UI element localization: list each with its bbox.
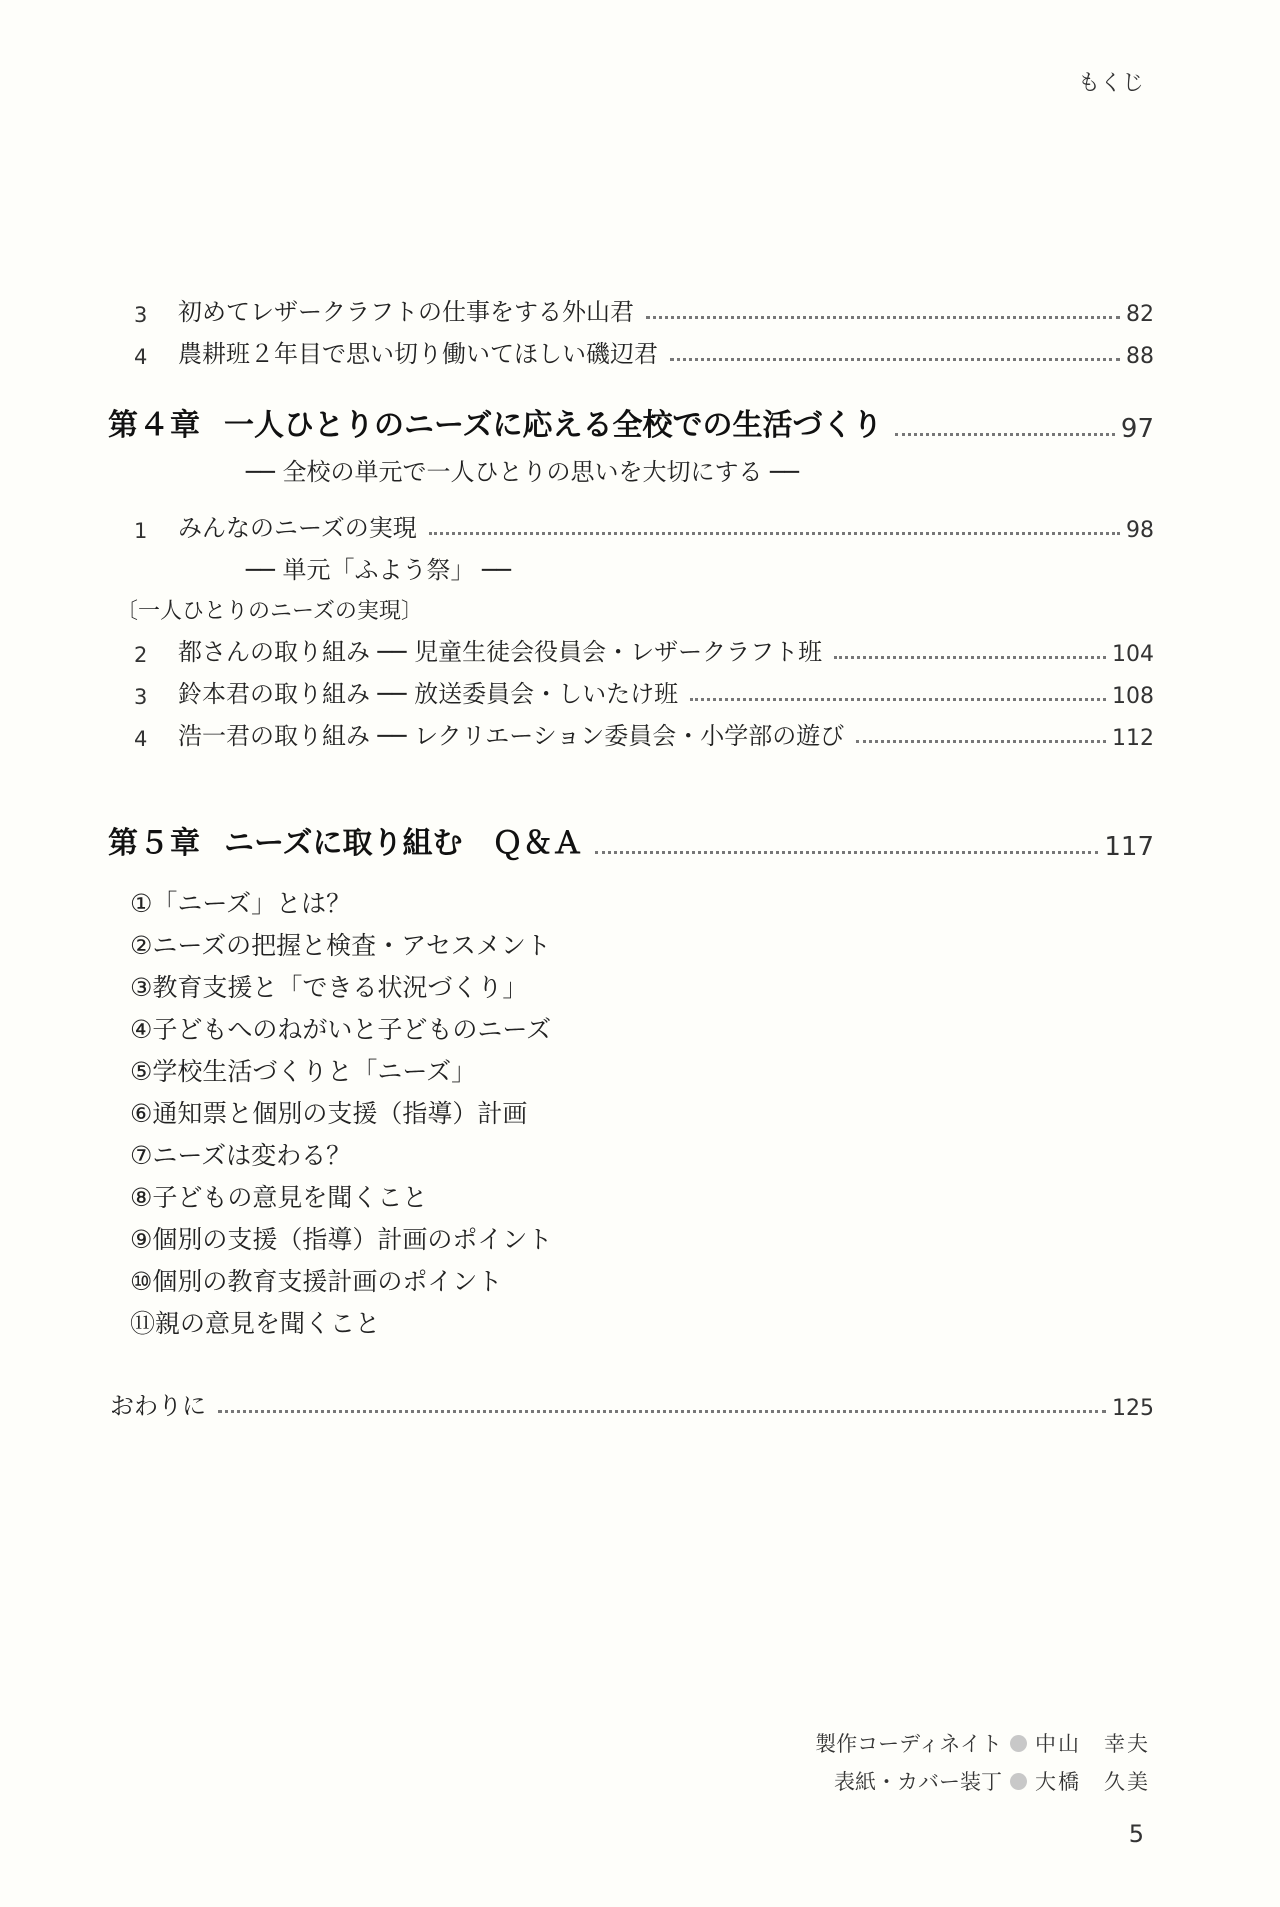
qa-item[interactable]: ⑪親の意見を聞くこと bbox=[130, 1309, 381, 1338]
entry-page: 82 bbox=[1126, 302, 1154, 327]
toc-entry[interactable] bbox=[134, 508, 1154, 543]
entry-title: みんなのニーズの実現 bbox=[178, 514, 417, 542]
credit-line bbox=[815, 1728, 1150, 1758]
entry-title: 農耕班２年目で思い切り働いてほしい磯辺君 bbox=[178, 340, 658, 368]
qa-item[interactable]: ②ニーズの把握と検査・アセスメント bbox=[130, 931, 551, 960]
credit-name: 中山 幸夫 bbox=[1035, 1732, 1150, 1756]
entry-title: 浩一君の取り組み ── レクリエーション委員会・小学部の遊び bbox=[178, 722, 845, 750]
qa-item[interactable]: ①「ニーズ」とは？ bbox=[130, 889, 352, 918]
credit-role: 表紙・カバー装丁 bbox=[834, 1770, 1002, 1794]
credits bbox=[815, 1728, 1150, 1804]
bullet-dot-icon bbox=[1010, 1735, 1027, 1752]
chapter-subtitle: ── 全校の単元で一人ひとりの思いを大切にする ── bbox=[246, 458, 800, 486]
dot-leader bbox=[834, 656, 1106, 659]
entry-page: 108 bbox=[1112, 684, 1154, 709]
chapter-title: ニーズに取り組む Ｑ＆Ａ bbox=[224, 826, 583, 861]
qa-item[interactable]: ③教育支援と「できる状況づくり」 bbox=[130, 973, 528, 1002]
chapter-page: 117 bbox=[1104, 832, 1154, 862]
chapter-label: 第４章 bbox=[108, 408, 201, 443]
toc-entry[interactable] bbox=[134, 716, 1154, 751]
chapter-title: 一人ひとりのニーズに応える全校での生活づくり bbox=[224, 408, 883, 443]
entry-page: 88 bbox=[1126, 344, 1154, 369]
qa-item[interactable]: ⑩個別の教育支援計画のポイント bbox=[130, 1267, 503, 1296]
entry-page: 104 bbox=[1112, 642, 1154, 667]
chapter-5-heading[interactable] bbox=[108, 818, 1154, 862]
credit-name: 大橋 久美 bbox=[1035, 1770, 1150, 1794]
bullet-dot-icon bbox=[1010, 1773, 1027, 1790]
entry-title: おわりに bbox=[110, 1392, 206, 1420]
entry-title: 都さんの取り組み ── 児童生徒会役員会・レザークラフト班 bbox=[178, 638, 823, 666]
qa-item[interactable]: ⑥通知票と個別の支援（指導）計画 bbox=[130, 1099, 528, 1128]
dot-leader bbox=[646, 316, 1120, 319]
entry-number: 3 bbox=[134, 685, 148, 709]
entry-number: 2 bbox=[134, 643, 148, 667]
dot-leader bbox=[856, 740, 1106, 743]
entry-title: 初めてレザークラフトの仕事をする外山君 bbox=[178, 298, 634, 326]
toc-closing-entry[interactable] bbox=[110, 1386, 1154, 1421]
dot-leader bbox=[670, 358, 1120, 361]
qa-item[interactable]: ④子どもへのねがいと子どものニーズ bbox=[130, 1015, 552, 1044]
dot-leader bbox=[595, 851, 1099, 854]
chapter-page: 97 bbox=[1120, 414, 1154, 444]
entry-title: 鈴本君の取り組み ── 放送委員会・しいたけ班 bbox=[178, 680, 679, 708]
qa-item[interactable]: ⑦ニーズは変わる？ bbox=[130, 1141, 352, 1170]
entry-page: 112 bbox=[1112, 726, 1154, 751]
dot-leader bbox=[690, 698, 1106, 701]
toc-entry[interactable] bbox=[134, 334, 1154, 369]
entry-subtitle: ── 単元「ふよう祭」 ── bbox=[246, 556, 512, 584]
entry-page: 125 bbox=[1112, 1396, 1154, 1421]
page-number: 5 bbox=[1128, 1820, 1144, 1848]
entry-page: 98 bbox=[1126, 518, 1154, 543]
qa-item[interactable]: ⑧子どもの意見を聞くこと bbox=[130, 1183, 428, 1212]
toc-entry[interactable] bbox=[134, 632, 1154, 667]
credit-role: 製作コーディネイト bbox=[815, 1732, 1002, 1756]
dot-leader bbox=[429, 532, 1120, 535]
dot-leader bbox=[218, 1410, 1106, 1413]
chapter-label: 第５章 bbox=[108, 826, 201, 861]
entry-number: 4 bbox=[134, 727, 148, 751]
qa-item[interactable]: ⑤学校生活づくりと「ニーズ」 bbox=[130, 1057, 477, 1086]
qa-item[interactable]: ⑨個別の支援（指導）計画のポイント bbox=[130, 1225, 553, 1254]
entry-number: 4 bbox=[134, 345, 148, 369]
dot-leader bbox=[895, 433, 1115, 436]
toc-entry[interactable] bbox=[134, 674, 1154, 709]
entry-number: 3 bbox=[134, 303, 148, 327]
running-header: もくじ bbox=[1077, 71, 1144, 96]
chapter-4-heading[interactable] bbox=[108, 400, 1154, 444]
entry-number: 1 bbox=[134, 519, 148, 543]
section-label: 〔一人ひとりのニーズの実現〕 bbox=[116, 599, 423, 624]
toc-entry[interactable] bbox=[134, 292, 1154, 327]
credit-line bbox=[815, 1766, 1150, 1796]
